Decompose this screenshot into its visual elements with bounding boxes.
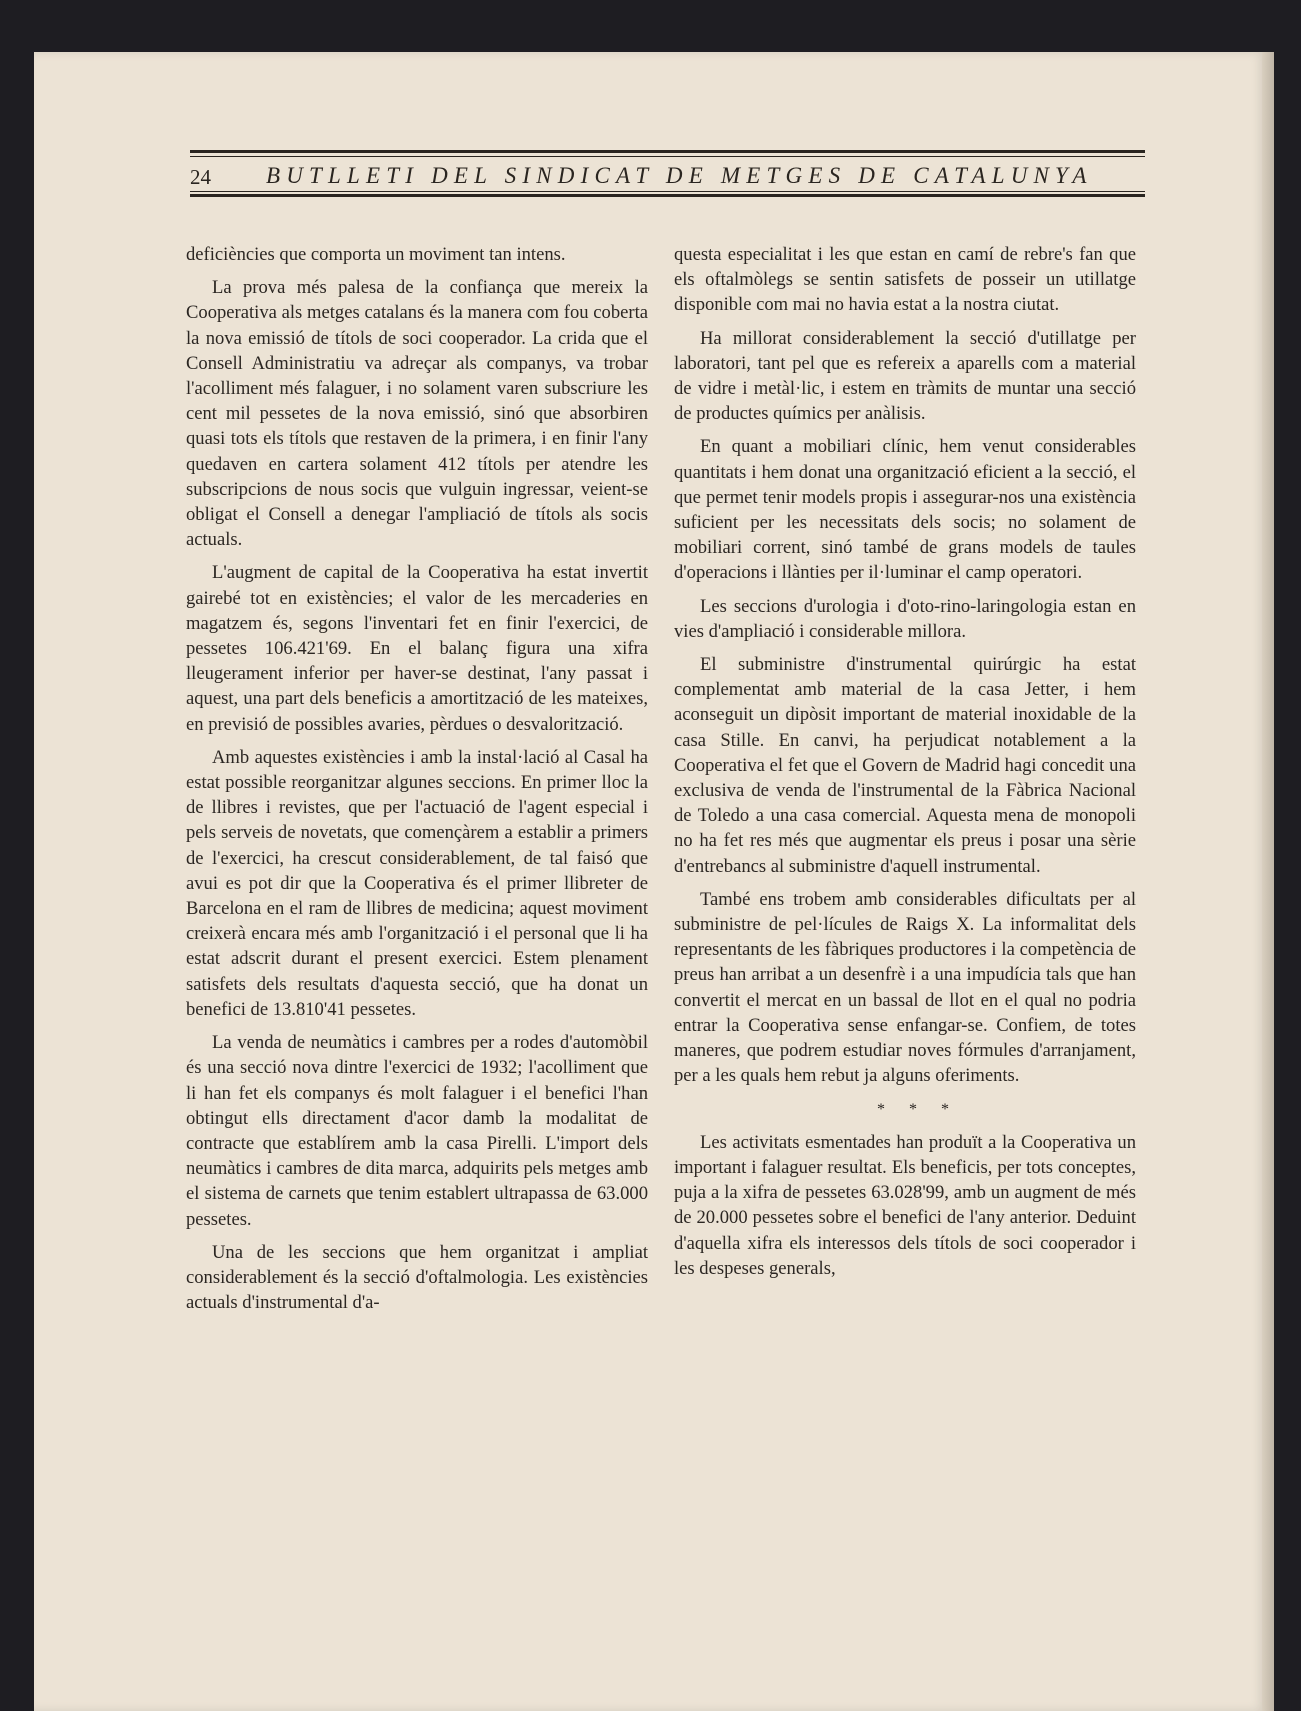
- paragraph: La venda de neumàtics i cambres per a rodes d'automòbil és una secció nova dintre l'exercici de 1932; l'acolliment que li han fet els companys és molt falaguer i el benefici l'han obtingut ells directament d'acor damb la modalitat de contracte que establírem amb la casa Pirelli. L'import dels neumàtics i cambres de dita marca, adquirits pels metges amb el sistema de carnets que tenim establert ultrapassa de 63.000 pessetes.: [186, 1032, 648, 1230]
- page-edge: [1262, 52, 1274, 1711]
- paragraph: L'augment de capital de la Cooperativa ha estat invertit gairebé tot en existències; el valor de les mercaderies en magatzem és, segons l'inventari fet en finir l'exercici, de pessetes 106.421'69. En el balanç figura una xifra lleugerament inferior per haver-se destinat, l'any passat i aquest, una part dels beneficis a amortització de les mateixes, en previsió de possibles avaries, pèrdues o desvalorització.: [186, 562, 648, 735]
- header-rule-bottom-thin: [190, 191, 1145, 192]
- paragraph: Amb aquestes existències i amb la instal·lació al Casal ha estat possible reorganitzar algunes seccions. En primer lloc la de llibres i revistes, que per l'actuació de l'agent especial i pels serveis de novetats, que començàrem a establir a primers de l'exercici, ha crescut considerablement, de tal faisó que avui es pot dir que la Cooperativa és el primer llibreter de Barcelona en el ram de llibres de medicina; aquest moviment creixerà encara més amb l'organització i el personal que li ha estat adscrit durant el present exercici. Estem plenament satisfets dels resultats d'aquesta secció, que ha donat un benefici de 13.810'41 pessetes.: [186, 746, 648, 1020]
- paragraph: Les activitats esmentades han produït a la Cooperativa un important i falaguer resultat. Els beneficis, per tots conceptes, puja a la xifra de pessetes 63.028'99, amb un augment de més de 20.000 pessetes sobre el benefici de l'any anterior. Deduint d'aquella xifra els interessos dels títols de soci cooperador i les despeses generals,: [674, 1131, 1136, 1279]
- paragraph: deficiències que comporta un moviment tan intens.: [186, 244, 566, 265]
- header-rule-bottom: [190, 194, 1145, 197]
- right-column: [674, 242, 1136, 1289]
- paragraph: La prova més palesa de la confiança que mereix la Cooperativa als metges catalans és la manera com fou coberta la nova emissió de títols de soci cooperador. La crida que el Consell Administratiu va adreçar als companys, va trobar l'acolliment més falaguer, i no solament varen subscriure les cent mil pessetes de la nova emissió, sinó que absorbiren quasi tots els títols que restaven de la primera, i en finir l'any quedaven en cartera solament 412 títols per atendre les subscripcions de nous socis que vulguin ingressar, veient-se obligat el Consell a denegar l'ampliació de títols als socis actuals.: [186, 277, 648, 551]
- paragraph: En quant a mobiliari clínic, hem venut considerables quantitats i hem donat una organització eficient a la secció, el que permet tenir models propis i assegurar-nos una existència suficient per les necessitats dels socis; no solament de mobiliari corrent, sinó també de grans models de taules d'operacions i llànties per il·luminar el camp operatori.: [674, 436, 1136, 584]
- page-number: 24: [190, 165, 211, 189]
- running-title: BUTLLETI DEL SINDICAT DE METGES DE CATALUNYA: [266, 163, 1093, 188]
- section-separator: * * *: [877, 1100, 959, 1118]
- paragraph: Les seccions d'urologia i d'oto-rino-laringologia estan en vies d'ampliació i considerable millora.: [674, 595, 1136, 642]
- paragraph: Una de les seccions que hem organitzat i ampliat considerablement és la secció d'oftalmologia. Les existències actuals d'instrumental d'a-: [186, 1241, 648, 1314]
- paragraph: Ha millorat considerablement la secció d'utillatge per laboratori, tant pel que es refereix a aparells com a material de vidre i metàl·lic, i estem en tràmits de muntar una secció de productes químics per anàlisis.: [674, 327, 1136, 425]
- page-header: [190, 150, 1145, 200]
- paragraph: questa especialitat i les que estan en camí de rebre's fan que els oftalmòlegs se sentin satisfets de posseir un utillatge disponible com mai no havia estat a la nostra ciutat.: [674, 244, 1136, 316]
- left-column: [186, 242, 648, 1323]
- header-rule-top-thin: [190, 156, 1145, 157]
- header-rule-top: [190, 150, 1145, 153]
- paragraph: També ens trobem amb considerables dificultats per al subministre de pel·lícules de Raigs X. La informalitat dels representants de les fàbriques productores i la competència de preus han arribat a un desenfrè i a una impudícia tals que han convertit el mercat en un bassal de llot en el qual no podria entrar la Cooperativa sense enfangar-se. Confiem, de totes maneres, que podrem estudiar noves fórmules d'arranjament, per a les quals hem rebut ja alguns oferiments.: [674, 888, 1136, 1087]
- paragraph: El subministre d'instrumental quirúrgic ha estat complementat amb material de la casa Jetter, i hem aconseguit un dipòsit important de material inoxidable de la casa Stille. En canvi, ha perjudicat notablement a la Cooperativa el fet que el Govern de Madrid hagi concedit una exclusiva de venda de l'instrumental de la Fàbrica Nacional de Toledo a una casa comercial. Aquesta mena de monopoli no ha fet res més que augmentar els preus i posar una sèrie d'entrebancs al subministre d'aquell instrumental.: [674, 654, 1136, 877]
